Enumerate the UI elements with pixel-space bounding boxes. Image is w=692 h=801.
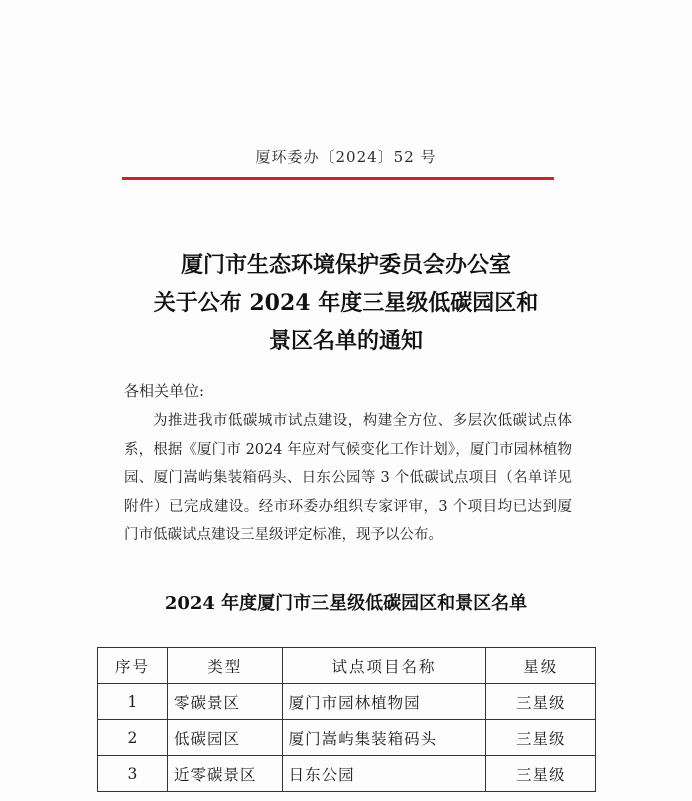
cell-name: 日东公园	[282, 756, 486, 792]
cell-star: 三星级	[486, 756, 596, 792]
header-name: 试点项目名称	[282, 648, 486, 684]
header-star: 星级	[486, 648, 596, 684]
cell-type: 近零碳景区	[167, 756, 282, 792]
cell-seq: 1	[98, 684, 168, 720]
red-divider-line	[122, 177, 554, 180]
cell-name: 厦门市园林植物园	[282, 684, 486, 720]
cell-seq: 2	[98, 720, 168, 756]
title-line-2: 关于公布 2024 年度三星级低碳园区和	[153, 290, 539, 316]
table-row	[98, 756, 596, 792]
header-type: 类型	[167, 648, 282, 684]
cell-type: 零碳景区	[167, 684, 282, 720]
pilot-list-table	[97, 647, 596, 792]
header-seq: 序号	[98, 648, 168, 684]
cell-name: 厦门嵩屿集装箱码头	[282, 720, 486, 756]
title-line-1: 厦门市生态环境保护委员会办公室	[180, 252, 511, 278]
salutation: 各相关单位:	[124, 382, 205, 400]
list-title: 2024 年度厦门市三星级低碳园区和景区名单	[164, 593, 528, 614]
cell-star: 三星级	[486, 684, 596, 720]
title-line-3: 景区名单的通知	[268, 328, 423, 354]
body-paragraph: 为推进我市低碳城市试点建设，构建全方位、多层次低碳试点体系，根据《厦门市 2024 年应对气候变化工作计划》，厦门市园林植物园、厦门嵩屿集装箱码头、日东公园等 3 个低碳试点项目（名单详见附件）已完成建设。经市环委办组织专家评审，3 个项目均已达到厦门市低碳试点建设三星级评定标准，现予以公布。	[124, 413, 572, 543]
cell-seq: 3	[98, 756, 168, 792]
table-header-row	[98, 648, 596, 684]
cell-star: 三星级	[486, 720, 596, 756]
cell-type: 低碳园区	[167, 720, 282, 756]
notice-title	[0, 246, 692, 360]
document-number: 厦环委办〔2024〕52 号	[255, 148, 437, 166]
table-row	[98, 684, 596, 720]
table-row	[98, 720, 596, 756]
